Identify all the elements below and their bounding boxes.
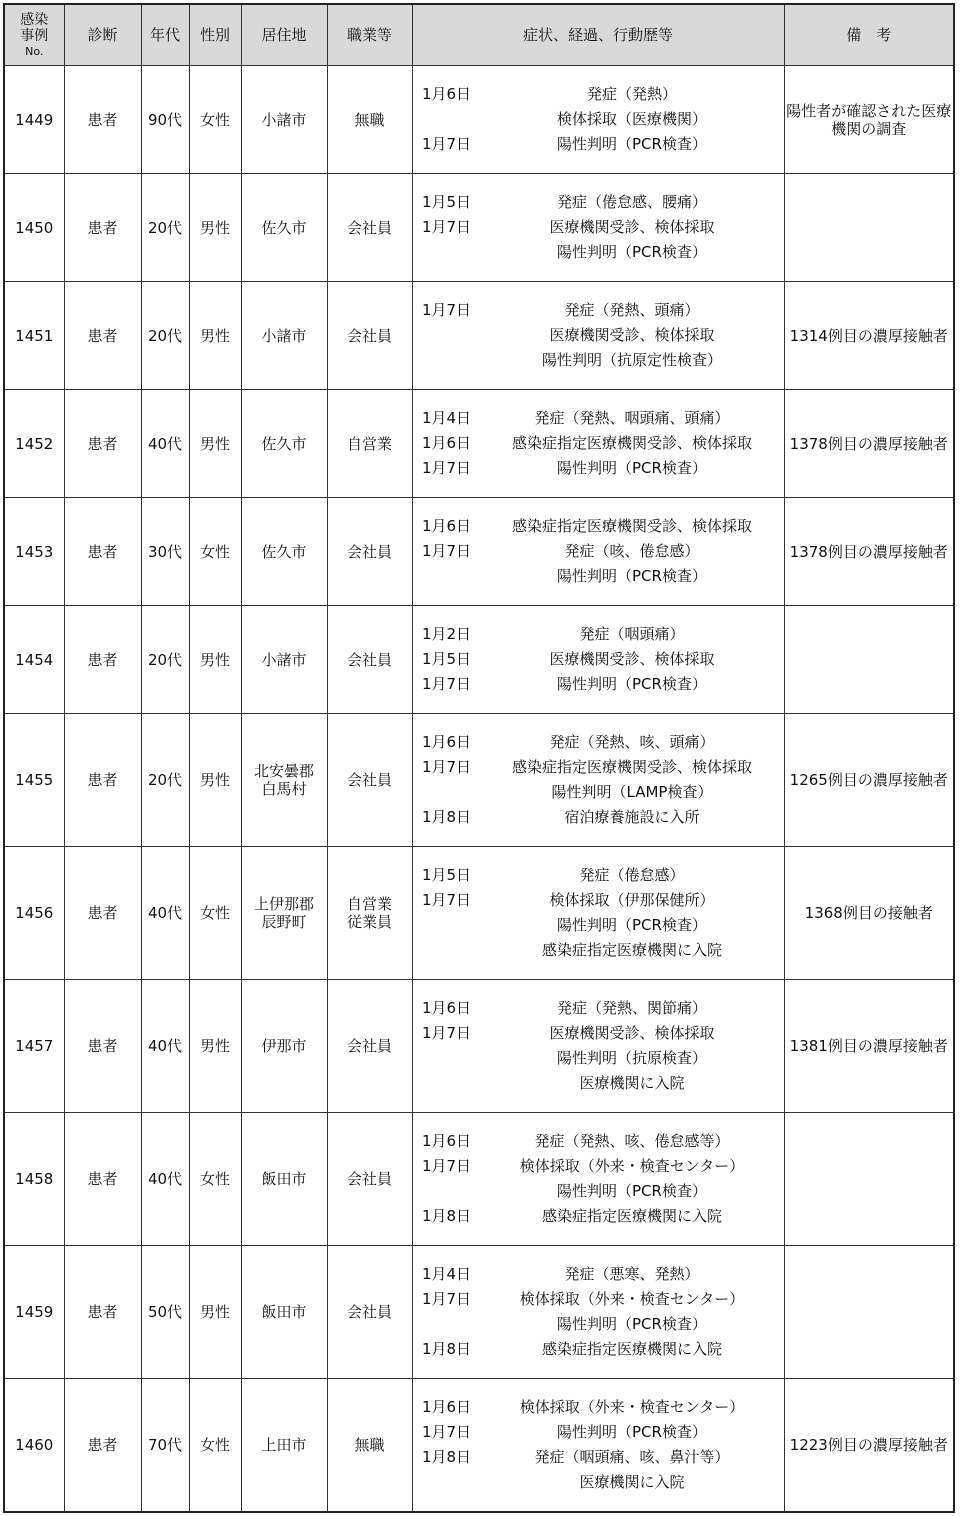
event-date: 1月7日 bbox=[421, 1422, 472, 1441]
diagnosis-cell: 患者 bbox=[64, 282, 141, 390]
header-sex: 性別 bbox=[189, 4, 241, 66]
residence-cell-line: 白馬村 bbox=[261, 780, 307, 798]
occupation-cell-line: 会社員 bbox=[346, 1170, 392, 1188]
residence-cell bbox=[241, 1113, 327, 1246]
sex-cell: 男性 bbox=[189, 174, 241, 282]
event-text: 発症（発熱、咳、倦怠感等） bbox=[534, 1132, 730, 1150]
event-date: 1月8日 bbox=[421, 1447, 472, 1466]
header-case-no bbox=[4, 4, 64, 66]
event-date: 1月7日 bbox=[421, 218, 472, 236]
course-event bbox=[413, 1337, 784, 1362]
course-event bbox=[413, 672, 784, 697]
event-date bbox=[413, 1312, 481, 1337]
age-cell: 20代 bbox=[141, 606, 189, 714]
diagnosis-cell: 患者 bbox=[64, 390, 141, 498]
occupation-cell bbox=[327, 1379, 412, 1512]
course-cell bbox=[412, 390, 784, 498]
course-event bbox=[413, 1154, 784, 1179]
event-date bbox=[413, 780, 481, 805]
course-cell bbox=[412, 1246, 784, 1379]
table-row bbox=[4, 980, 954, 1113]
table-row bbox=[4, 390, 954, 498]
event-text: 検体採取（外来・検査センター） bbox=[519, 1290, 745, 1308]
event-text: 検体採取（外来・検査センター） bbox=[519, 1397, 745, 1416]
event-date: 1月7日 bbox=[421, 301, 472, 319]
case-number-cell: 1451 bbox=[4, 282, 64, 390]
event-date bbox=[413, 913, 481, 938]
event-date bbox=[413, 938, 481, 963]
event-text: 発症（咽頭痛、咳、鼻汁等） bbox=[534, 1447, 730, 1466]
event-date: 1月7日 bbox=[421, 1024, 472, 1042]
residence-cell-line: 飯田市 bbox=[261, 1303, 307, 1321]
event-date bbox=[413, 348, 481, 373]
residence-cell-line: 上田市 bbox=[261, 1435, 307, 1454]
remarks-cell: 1378例目の濃厚接触者 bbox=[784, 390, 954, 498]
course-event bbox=[413, 514, 784, 539]
course-event bbox=[413, 348, 784, 373]
case-number-cell: 1460 bbox=[4, 1379, 64, 1512]
event-date bbox=[413, 323, 481, 348]
course-event bbox=[413, 1470, 784, 1495]
course-event bbox=[413, 406, 784, 431]
course-cell bbox=[412, 980, 784, 1113]
case-table-body bbox=[4, 66, 954, 1512]
residence-cell bbox=[241, 282, 327, 390]
header-case-no-line1: 感染 bbox=[20, 11, 49, 28]
diagnosis-cell: 患者 bbox=[64, 1113, 141, 1246]
occupation-cell-line: 無職 bbox=[354, 1435, 385, 1454]
event-date bbox=[413, 1071, 481, 1096]
event-date: 1月8日 bbox=[421, 1340, 472, 1358]
course-event bbox=[413, 298, 784, 323]
event-date: 1月2日 bbox=[421, 625, 472, 643]
residence-cell-line: 伊那市 bbox=[261, 1037, 307, 1055]
case-number-cell: 1450 bbox=[4, 174, 64, 282]
residence-cell-line: 小諸市 bbox=[261, 326, 307, 345]
occupation-cell-line: 会社員 bbox=[346, 650, 392, 669]
table-row bbox=[4, 498, 954, 606]
remarks-cell: 1265例目の濃厚接触者 bbox=[784, 714, 954, 847]
occupation-cell bbox=[327, 282, 412, 390]
event-text: 医療機関に入院 bbox=[579, 1074, 685, 1092]
event-date: 1月6日 bbox=[421, 1397, 472, 1416]
table-row bbox=[4, 606, 954, 714]
age-cell: 20代 bbox=[141, 174, 189, 282]
residence-cell-line: 佐久市 bbox=[261, 542, 307, 561]
case-number-cell: 1449 bbox=[4, 66, 64, 174]
occupation-cell bbox=[327, 390, 412, 498]
event-text: 発症（咽頭痛） bbox=[579, 625, 685, 643]
remarks-cell: 1381例目の濃厚接触者 bbox=[784, 980, 954, 1113]
header-case-no-line2: 事例 bbox=[20, 28, 49, 45]
header-occupation: 職業等 bbox=[327, 4, 412, 66]
course-event bbox=[413, 215, 784, 240]
course-event bbox=[413, 805, 784, 830]
course-event bbox=[413, 1204, 784, 1229]
case-table bbox=[3, 3, 955, 1513]
event-text: 医療機関受診、検体採取 bbox=[549, 650, 715, 668]
diagnosis-cell: 患者 bbox=[64, 1379, 141, 1512]
event-date: 1月7日 bbox=[421, 758, 472, 776]
occupation-cell bbox=[327, 498, 412, 606]
course-cell bbox=[412, 1379, 784, 1512]
course-event bbox=[413, 1021, 784, 1046]
course-event bbox=[413, 431, 784, 456]
table-row bbox=[4, 174, 954, 282]
age-cell: 50代 bbox=[141, 1246, 189, 1379]
residence-cell-line: 佐久市 bbox=[261, 218, 307, 237]
residence-cell bbox=[241, 847, 327, 980]
event-date: 1月6日 bbox=[421, 999, 472, 1017]
case-number-cell: 1454 bbox=[4, 606, 64, 714]
course-event bbox=[413, 539, 784, 564]
event-date: 1月6日 bbox=[421, 517, 472, 535]
event-text: 発症（倦怠感） bbox=[579, 866, 685, 884]
occupation-cell-line: 自営業 bbox=[346, 895, 392, 913]
event-date: 1月6日 bbox=[421, 1132, 472, 1150]
diagnosis-cell: 患者 bbox=[64, 714, 141, 847]
sex-cell: 女性 bbox=[189, 498, 241, 606]
event-date: 1月7日 bbox=[421, 891, 472, 909]
occupation-cell-line: 会社員 bbox=[346, 218, 392, 237]
course-cell bbox=[412, 714, 784, 847]
remarks-cell bbox=[784, 174, 954, 282]
event-text: 宿泊療養施設に入所 bbox=[564, 808, 700, 826]
course-event bbox=[413, 564, 784, 589]
course-event bbox=[413, 190, 784, 215]
occupation-cell bbox=[327, 980, 412, 1113]
header-row bbox=[4, 4, 954, 66]
event-text: 検体採取（医療機関） bbox=[556, 110, 707, 128]
sex-cell: 男性 bbox=[189, 606, 241, 714]
residence-cell bbox=[241, 498, 327, 606]
event-text: 陽性判明（抗原定性検査） bbox=[541, 351, 722, 369]
remarks-cell bbox=[784, 606, 954, 714]
case-number-cell: 1459 bbox=[4, 1246, 64, 1379]
event-text: 医療機関に入院 bbox=[579, 1472, 685, 1491]
age-cell: 70代 bbox=[141, 1379, 189, 1512]
remarks-cell: 1368例目の接触者 bbox=[784, 847, 954, 980]
case-number-cell: 1453 bbox=[4, 498, 64, 606]
event-date bbox=[413, 1179, 481, 1204]
event-text: 発症（発熱） bbox=[586, 85, 677, 103]
header-course: 症状、経過、行動歴等 bbox=[412, 4, 784, 66]
course-cell bbox=[412, 282, 784, 390]
occupation-cell bbox=[327, 606, 412, 714]
sex-cell: 女性 bbox=[189, 66, 241, 174]
remarks-cell bbox=[784, 1113, 954, 1246]
event-text: 発症（発熱、関節痛） bbox=[556, 999, 707, 1017]
sex-cell: 男性 bbox=[189, 980, 241, 1113]
case-number-cell: 1452 bbox=[4, 390, 64, 498]
diagnosis-cell: 患者 bbox=[64, 606, 141, 714]
event-text: 陽性判明（PCR検査） bbox=[557, 1315, 707, 1333]
occupation-cell bbox=[327, 1246, 412, 1379]
event-text: 医療機関受診、検体採取 bbox=[549, 218, 715, 236]
header-residence: 居住地 bbox=[241, 4, 327, 66]
sex-cell: 女性 bbox=[189, 847, 241, 980]
course-event bbox=[413, 1420, 784, 1445]
event-date: 1月5日 bbox=[421, 650, 472, 668]
event-date: 1月7日 bbox=[421, 1157, 472, 1175]
course-event bbox=[413, 1071, 784, 1096]
course-event bbox=[413, 1046, 784, 1071]
header-diagnosis: 診断 bbox=[64, 4, 141, 66]
event-date bbox=[413, 564, 481, 589]
event-text: 発症（発熱、頭痛） bbox=[564, 301, 700, 319]
event-text: 医療機関受診、検体採取 bbox=[549, 326, 715, 344]
sex-cell: 男性 bbox=[189, 282, 241, 390]
sex-cell: 男性 bbox=[189, 714, 241, 847]
event-text: 発症（発熱、咳、頭痛） bbox=[549, 733, 715, 751]
remarks-cell: 1314例目の濃厚接触者 bbox=[784, 282, 954, 390]
diagnosis-cell: 患者 bbox=[64, 1246, 141, 1379]
event-text: 感染症指定医療機関受診、検体採取 bbox=[511, 517, 752, 535]
course-event bbox=[413, 888, 784, 913]
event-date: 1月6日 bbox=[421, 434, 472, 452]
event-text: 感染症指定医療機関受診、検体採取 bbox=[511, 758, 752, 776]
course-event bbox=[413, 1445, 784, 1470]
course-cell bbox=[412, 66, 784, 174]
course-event bbox=[413, 1287, 784, 1312]
event-date: 1月8日 bbox=[421, 808, 472, 826]
event-text: 陽性判明（PCR検査） bbox=[557, 916, 707, 934]
event-text: 発症（咳、倦怠感） bbox=[564, 542, 700, 560]
diagnosis-cell: 患者 bbox=[64, 980, 141, 1113]
age-cell: 40代 bbox=[141, 847, 189, 980]
event-date: 1月7日 bbox=[421, 1290, 472, 1308]
event-date: 1月6日 bbox=[421, 85, 472, 103]
event-text: 陽性判明（PCR検査） bbox=[557, 567, 707, 585]
event-text: 検体採取（外来・検査センター） bbox=[519, 1157, 745, 1175]
course-cell bbox=[412, 498, 784, 606]
age-cell: 20代 bbox=[141, 714, 189, 847]
course-event bbox=[413, 323, 784, 348]
event-date: 1月5日 bbox=[421, 193, 472, 211]
event-date: 1月4日 bbox=[421, 409, 472, 427]
occupation-cell-line: 従業員 bbox=[346, 913, 392, 931]
course-event bbox=[413, 1262, 784, 1287]
event-date: 1月7日 bbox=[421, 135, 472, 153]
course-event bbox=[413, 622, 784, 647]
event-text: 陽性判明（LAMP検査） bbox=[551, 783, 713, 801]
occupation-cell bbox=[327, 174, 412, 282]
remarks-cell: 1378例目の濃厚接触者 bbox=[784, 498, 954, 606]
case-number-cell: 1456 bbox=[4, 847, 64, 980]
course-event bbox=[413, 240, 784, 265]
occupation-cell bbox=[327, 66, 412, 174]
event-date: 1月5日 bbox=[421, 866, 472, 884]
course-event bbox=[413, 1129, 784, 1154]
event-text: 発症（倦怠感、腰痛） bbox=[556, 193, 707, 211]
event-text: 検体採取（伊那保健所） bbox=[549, 891, 715, 909]
course-event bbox=[413, 938, 784, 963]
occupation-cell-line: 無職 bbox=[354, 110, 385, 129]
occupation-cell-line: 会社員 bbox=[346, 326, 392, 345]
remarks-cell: 1223例目の濃厚接触者 bbox=[784, 1379, 954, 1512]
event-text: 感染症指定医療機関に入院 bbox=[541, 941, 722, 959]
age-cell: 30代 bbox=[141, 498, 189, 606]
residence-cell bbox=[241, 390, 327, 498]
occupation-cell bbox=[327, 847, 412, 980]
residence-cell bbox=[241, 174, 327, 282]
course-event bbox=[413, 107, 784, 132]
event-text: 陽性判明（PCR検査） bbox=[557, 1422, 707, 1441]
event-text: 陽性判明（PCR検査） bbox=[557, 459, 707, 477]
age-cell: 90代 bbox=[141, 66, 189, 174]
occupation-cell-line: 会社員 bbox=[346, 1303, 392, 1321]
course-event bbox=[413, 647, 784, 672]
residence-cell bbox=[241, 1379, 327, 1512]
age-cell: 40代 bbox=[141, 1113, 189, 1246]
occupation-cell-line: 会社員 bbox=[346, 771, 392, 789]
event-text: 陽性判明（抗原検査） bbox=[556, 1049, 707, 1067]
event-text: 陽性判明（PCR検査） bbox=[557, 243, 707, 261]
table-row bbox=[4, 282, 954, 390]
age-cell: 40代 bbox=[141, 980, 189, 1113]
event-text: 陽性判明（PCR検査） bbox=[557, 135, 707, 153]
table-row bbox=[4, 1379, 954, 1512]
residence-cell-line: 辰野町 bbox=[261, 913, 307, 931]
event-text: 感染症指定医療機関に入院 bbox=[541, 1207, 722, 1225]
course-event bbox=[413, 132, 784, 157]
course-event bbox=[413, 1312, 784, 1337]
event-date bbox=[413, 1046, 481, 1071]
course-event bbox=[413, 780, 784, 805]
residence-cell bbox=[241, 714, 327, 847]
event-text: 感染症指定医療機関受診、検体採取 bbox=[511, 434, 752, 452]
course-event bbox=[413, 863, 784, 888]
table-row bbox=[4, 714, 954, 847]
header-remarks: 備 考 bbox=[784, 4, 954, 66]
course-event bbox=[413, 755, 784, 780]
age-cell: 20代 bbox=[141, 282, 189, 390]
event-date: 1月7日 bbox=[421, 542, 472, 560]
event-date bbox=[413, 1470, 481, 1495]
course-event bbox=[413, 456, 784, 481]
sex-cell: 女性 bbox=[189, 1113, 241, 1246]
occupation-cell bbox=[327, 714, 412, 847]
age-cell: 40代 bbox=[141, 390, 189, 498]
occupation-cell-line: 会社員 bbox=[346, 542, 392, 561]
table-row bbox=[4, 1113, 954, 1246]
diagnosis-cell: 患者 bbox=[64, 847, 141, 980]
residence-cell-line: 飯田市 bbox=[261, 1170, 307, 1188]
remarks-cell: 陽性者が確認された医療機関の調査 bbox=[784, 66, 954, 174]
occupation-cell-line: 自営業 bbox=[346, 434, 392, 453]
course-event bbox=[413, 1179, 784, 1204]
residence-cell-line: 北安曇郡 bbox=[253, 762, 314, 780]
table-row bbox=[4, 66, 954, 174]
header-age: 年代 bbox=[141, 4, 189, 66]
course-cell bbox=[412, 606, 784, 714]
event-date bbox=[413, 107, 481, 132]
occupation-cell bbox=[327, 1113, 412, 1246]
course-cell bbox=[412, 847, 784, 980]
event-text: 発症（発熱、咽頭痛、頭痛） bbox=[534, 409, 730, 427]
residence-cell-line: 小諸市 bbox=[261, 110, 307, 129]
residence-cell-line: 上伊那郡 bbox=[253, 895, 314, 913]
residence-cell bbox=[241, 606, 327, 714]
event-date bbox=[413, 240, 481, 265]
course-cell bbox=[412, 1113, 784, 1246]
case-number-cell: 1458 bbox=[4, 1113, 64, 1246]
event-date: 1月7日 bbox=[421, 675, 472, 693]
diagnosis-cell: 患者 bbox=[64, 66, 141, 174]
remarks-cell bbox=[784, 1246, 954, 1379]
event-text: 発症（悪寒、発熱） bbox=[564, 1265, 700, 1283]
course-cell bbox=[412, 174, 784, 282]
residence-cell bbox=[241, 66, 327, 174]
table-row bbox=[4, 1246, 954, 1379]
event-text: 陽性判明（PCR検査） bbox=[557, 675, 707, 693]
event-text: 陽性判明（PCR検査） bbox=[557, 1182, 707, 1200]
event-date: 1月7日 bbox=[421, 459, 472, 477]
course-event bbox=[413, 1395, 784, 1420]
case-number-cell: 1457 bbox=[4, 980, 64, 1113]
occupation-cell-line: 会社員 bbox=[346, 1037, 392, 1055]
residence-cell bbox=[241, 980, 327, 1113]
sex-cell: 男性 bbox=[189, 1246, 241, 1379]
header-case-no-line3: No. bbox=[25, 45, 44, 59]
diagnosis-cell: 患者 bbox=[64, 498, 141, 606]
event-text: 感染症指定医療機関に入院 bbox=[541, 1340, 722, 1358]
case-number-cell: 1455 bbox=[4, 714, 64, 847]
event-date: 1月4日 bbox=[421, 1265, 472, 1283]
course-event bbox=[413, 82, 784, 107]
table-row bbox=[4, 847, 954, 980]
diagnosis-cell: 患者 bbox=[64, 174, 141, 282]
residence-cell-line: 小諸市 bbox=[261, 650, 307, 669]
course-event bbox=[413, 996, 784, 1021]
course-event bbox=[413, 730, 784, 755]
course-event bbox=[413, 913, 784, 938]
event-text: 医療機関受診、検体採取 bbox=[549, 1024, 715, 1042]
sex-cell: 女性 bbox=[189, 1379, 241, 1512]
residence-cell-line: 佐久市 bbox=[261, 434, 307, 453]
sex-cell: 男性 bbox=[189, 390, 241, 498]
residence-cell bbox=[241, 1246, 327, 1379]
event-date: 1月6日 bbox=[421, 733, 472, 751]
event-date: 1月8日 bbox=[421, 1207, 472, 1225]
